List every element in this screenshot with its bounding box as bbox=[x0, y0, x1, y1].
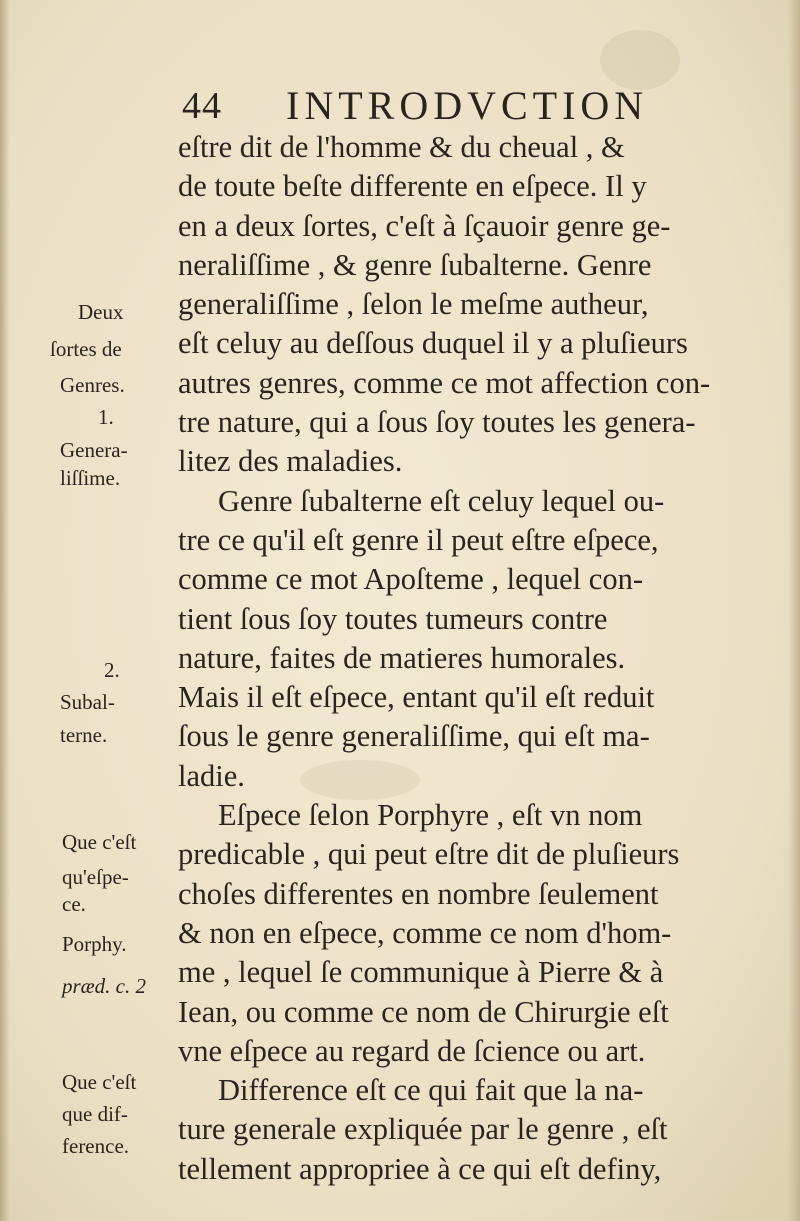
margin-note: Que c'eſt bbox=[62, 1070, 137, 1094]
margin-note: ce. bbox=[62, 892, 86, 916]
body-line: eſtre dit de l'homme & du cheual , & bbox=[178, 130, 625, 164]
margin-note: terne. bbox=[60, 723, 108, 747]
body-line: eſt celuy au deſſous duquel il y a pluſieurs bbox=[178, 326, 688, 361]
body-line: autres genres, comme ce mot affection con- bbox=[178, 365, 711, 400]
body-line: ture generale expliquée par le genre , eſt bbox=[178, 1112, 668, 1147]
margin-note: Que c'eſt bbox=[62, 830, 137, 854]
margin-note: Subal- bbox=[60, 690, 115, 714]
margin-note: 2. bbox=[104, 658, 120, 682]
body-line: en a deux ſortes, c'eſt à ſçauoir genre ge- bbox=[178, 208, 671, 243]
body-line: predicable , qui peut eſtre dit de pluſieurs bbox=[178, 837, 680, 872]
body-line: Eſpece ſelon Porphyre , eſt vn nom bbox=[218, 798, 643, 833]
body-line: me , lequel ſe communique à Pierre & à bbox=[178, 955, 664, 990]
body-text bbox=[178, 128, 766, 1189]
margin-note: ſortes de bbox=[50, 337, 122, 361]
page-left-edge-shadow bbox=[0, 0, 10, 1221]
body-line: Genre ſubalterne eſt celuy lequel ou- bbox=[218, 483, 665, 518]
margin-note: præd. c. 2 bbox=[62, 974, 146, 998]
margin-note: Porphy. bbox=[62, 932, 127, 956]
page-number: 44 bbox=[182, 85, 222, 127]
body-line: Mais il eſt eſpece, entant qu'il eſt reduit bbox=[178, 680, 655, 715]
page-header bbox=[182, 78, 702, 128]
margin-note: ference. bbox=[62, 1134, 130, 1158]
margin-note: Genera- bbox=[60, 438, 128, 462]
body-line: comme ce mot Apoſteme , lequel con- bbox=[178, 562, 643, 597]
body-line: neraliſſime , & genre ſubalterne. Genre bbox=[178, 247, 652, 282]
body-line: & non en eſpece, comme ce nom d'hom- bbox=[178, 915, 672, 950]
body-line: generaliſſime , ſelon le meſme autheur, bbox=[178, 287, 649, 322]
margin-note: liſſime. bbox=[60, 466, 121, 490]
body-line: de toute beſte differente en eſpece. Il y bbox=[178, 169, 647, 204]
body-line: nature, faites de matieres humorales. bbox=[178, 640, 626, 675]
body-line: choſes differentes en nombre ſeulement bbox=[178, 876, 659, 911]
running-head: INTRODVCTION bbox=[286, 83, 649, 128]
body-line: tient ſous ſoy toutes tumeurs contre bbox=[178, 601, 608, 636]
body-line: Difference eſt ce qui fait que la na- bbox=[218, 1073, 644, 1108]
body-line: tellement appropriee à ce qui eſt definy, bbox=[178, 1151, 662, 1186]
body-line: litez des maladies. bbox=[178, 444, 403, 479]
margin-note: qu'eſpe- bbox=[62, 865, 129, 889]
body-line: ladie. bbox=[178, 758, 245, 793]
body-line: tre nature, qui a ſous ſoy toutes les genera- bbox=[178, 405, 696, 440]
margin-note: Genres. bbox=[60, 373, 125, 397]
margin-note: 1. bbox=[98, 405, 114, 429]
margin-note: Deux bbox=[78, 300, 124, 324]
body-line: tre ce qu'il eſt genre il peut eſtre eſpece, bbox=[178, 522, 659, 557]
body-line: vne eſpece au regard de ſcience ou art. bbox=[178, 1033, 646, 1068]
page-right-edge-shadow bbox=[788, 0, 800, 1221]
margin-note: que dif- bbox=[62, 1102, 128, 1126]
body-line: Iean, ou comme ce nom de Chirurgie eſt bbox=[178, 994, 669, 1029]
body-line: ſous le genre generaliſſime, qui eſt ma- bbox=[178, 719, 650, 754]
